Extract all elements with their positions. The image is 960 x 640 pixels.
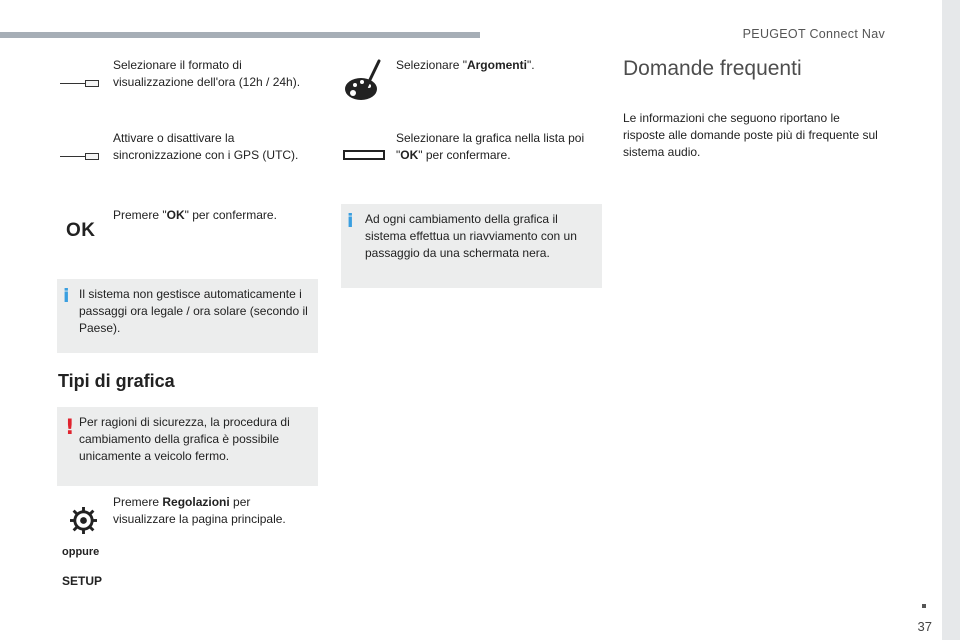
right-margin-strip bbox=[942, 0, 960, 640]
ok-icon: OK bbox=[66, 220, 96, 241]
page-header: PEUGEOT Connect Nav bbox=[742, 27, 885, 41]
page-number: 37 bbox=[917, 619, 932, 634]
warning-icon: ! bbox=[65, 415, 75, 439]
faq-title: Domande frequenti bbox=[623, 57, 802, 80]
top-bar bbox=[0, 32, 480, 38]
palette-icon bbox=[343, 55, 383, 103]
info-box-restart bbox=[341, 204, 602, 288]
section-title: Tipi di grafica bbox=[58, 371, 175, 391]
info-text: Ad ogni cambiamento della grafica il sistema effettua un riavviamento con un passaggio da una schermata nera. bbox=[365, 212, 577, 260]
step-confirm-ok: Premere "OK" per confermare. bbox=[113, 208, 277, 222]
info-text: Il sistema non gestisce automaticamente i passaggi ora legale / ora solare (secondo il Paese). bbox=[79, 287, 308, 335]
step-gps-sync: Attivare o disattivare la sincronizzazione con i GPS (UTC). bbox=[113, 131, 299, 162]
step-settings: Premere Regolazioni per visualizzare la pagina principale. bbox=[113, 495, 286, 526]
slider-icon bbox=[85, 80, 99, 87]
page-dot bbox=[922, 604, 926, 608]
step-time-format: Selezionare il formato di visualizzazione dell'ora (12h / 24h). bbox=[113, 58, 301, 89]
slider-icon bbox=[85, 153, 99, 160]
gear-icon bbox=[70, 507, 97, 534]
list-item-icon bbox=[343, 150, 385, 160]
slider-icon-line bbox=[60, 156, 86, 157]
info-icon: i bbox=[347, 210, 354, 232]
warning-box bbox=[57, 407, 318, 486]
step-themes: Selezionare "Argomenti". bbox=[396, 58, 535, 72]
faq-intro: Le informazioni che seguono riportano le risposte alle domande poste più di frequente sul sistema audio. bbox=[623, 111, 878, 159]
oppure-label: oppure bbox=[62, 546, 100, 558]
warning-text: Per ragioni di sicurezza, la procedura di cambiamento della grafica è possibile unicamente a veicolo fermo. bbox=[79, 415, 290, 463]
setup-button-label: SETUP bbox=[62, 574, 103, 588]
info-box-dst bbox=[57, 279, 318, 353]
info-icon: i bbox=[63, 285, 70, 307]
step-select-theme: Selezionare la grafica nella lista poi "OK" per confermare. bbox=[396, 131, 585, 162]
slider-icon-line bbox=[60, 83, 86, 84]
